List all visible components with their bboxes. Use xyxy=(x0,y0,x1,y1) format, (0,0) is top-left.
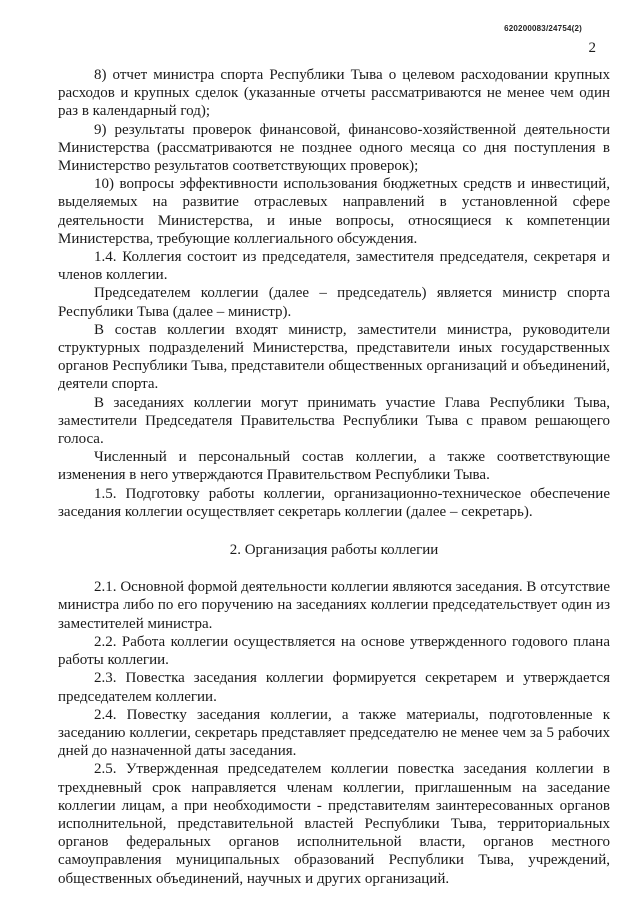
paragraph: 8) отчет министра спорта Республики Тыва о целевом расходовании крупных расходов и крупных сделок (указанные отчеты рассматриваются не менее чем один раз в календарный год); xyxy=(58,67,610,120)
paragraph: 2.4. Повестку заседания коллегии, а также материалы, подготовленные к заседанию коллегии, секретарь представляет председателю не менее чем за 5 рабочих дней до назначенной даты заседания. xyxy=(58,706,610,760)
section-heading: 2. Организация работы коллегии xyxy=(229,542,439,559)
paragraph: 2.1. Основной формой деятельности коллегии являются заседания. В отсутствие министра либо по его поручению на заседаниях коллегии председательствует один из заместителей министра. xyxy=(58,579,610,632)
paragraph: 10) вопросы эффективности использования бюджетных средств и инвестиций, выделяемых на развитие отраслевых направлений в установленной сфере деятельности Министерства, и иные вопросы, относящиеся к компетенции Министерства, требующие коллегиального обсуждения. xyxy=(58,176,610,247)
paragraph: 9) результаты проверок финансовой, финансово-хозяйственной деятельности Министерства (рассматриваются не позднее одного месяца со дня поступления в Министерство результатов соответствующих проверок); xyxy=(58,121,610,175)
paragraph: 2.2. Работа коллегии осуществляется на основе утвержденного годового плана работы коллегии. xyxy=(58,633,610,669)
document-body xyxy=(58,66,610,888)
document-code: 620200083/24754(2) xyxy=(504,24,582,33)
paragraph: 1.5. Подготовку работы коллегии, организационно-техническое обеспечение заседания коллегии осуществляет секретарь коллегии (далее – секретарь). xyxy=(58,485,610,520)
paragraph: Председателем коллегии (далее – председатель) является министр спорта Республики Тыва (далее – министр). xyxy=(58,285,610,320)
paragraph: В заседаниях коллегии могут принимать участие Глава Республики Тыва, заместители Председателя Правительства Республики Тыва с правом решающего голоса. xyxy=(58,394,610,448)
paragraph: В состав коллегии входят министр, заместители министра, руководители структурных подразделений Министерства, представители иных государственных органов Республики Тыва, представители общественных организаций и объединений, деятели спорта. xyxy=(58,321,610,393)
paragraph: Численный и персональный состав коллегии, а также соответствующие изменения в него утверждаются Правительством Республики Тыва. xyxy=(58,449,610,484)
paragraph: 2.3. Повестка заседания коллегии формируется секретарем и утверждается председателем коллегии. xyxy=(58,670,610,705)
page-number: 2 xyxy=(588,40,596,56)
paragraph: 1.4. Коллегия состоит из председателя, заместителя председателя, секретаря и членов коллегии. xyxy=(58,249,610,284)
paragraph: 2.5. Утвержденная председателем коллегии повестка заседания коллегии в трехдневный срок направляется членам коллегии, приглашенным на заседание коллегии лицам, а при необходимости - представителям заинтересованных органов исполнительной, представительной властей Республики Тыва, территориальных органов федеральных органов исполнительной власти, органов местного самоуправления муниципальных образований Республики Тыва, учреждений, общественных объединений, научных и других организаций. xyxy=(58,761,610,887)
